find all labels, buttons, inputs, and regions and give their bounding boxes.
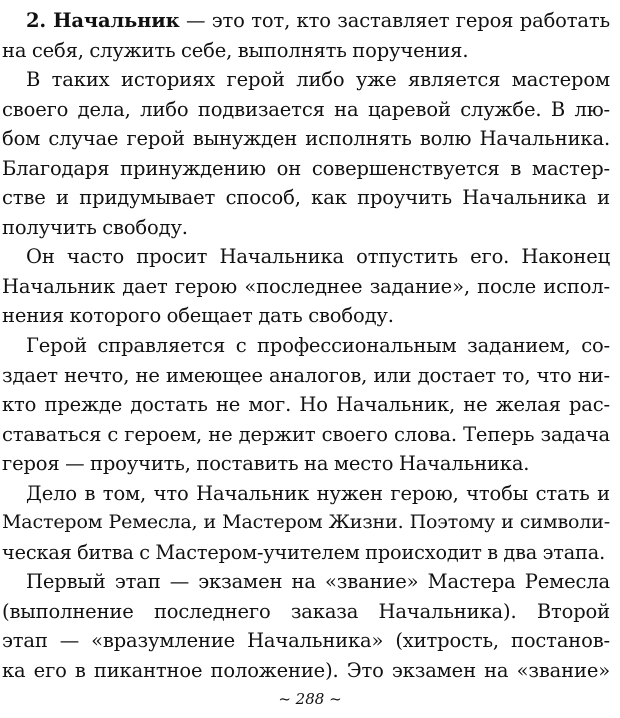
paragraph	[2, 479, 610, 568]
text-line: ческая битва с Мастером-учителем происходит в два этапа.	[2, 540, 606, 564]
text-line: Благодаря принуждению он совершенствуется в мастер-	[2, 156, 610, 180]
section-heading: 2. Начальник	[26, 9, 180, 32]
paragraph	[2, 6, 610, 65]
text-line: Дело в том, что Начальник нужен герою, чтобы стать и	[26, 481, 610, 505]
text-line: Начальник дает герою «последнее задание», после испол-	[2, 274, 610, 298]
paragraph	[2, 242, 610, 331]
text-line: Первый этап — экзамен на «звание» Мастера Ремесла	[26, 570, 610, 594]
text-line: на себя, служить себе, выполнять поручения.	[2, 38, 469, 62]
text-line: (выполнение последнего заказа Начальника). Второй	[2, 599, 610, 623]
text-line: 2. Начальник — это тот, кто заставляет героя работать	[26, 9, 610, 32]
text-line: получить свободу.	[2, 215, 188, 239]
page-number: ~ 288 ~	[278, 690, 342, 708]
paragraph	[2, 567, 610, 685]
text-line: стве и придумывает способ, как проучить Начальника и	[2, 186, 610, 210]
paragraph	[2, 65, 610, 242]
text-line: Он часто просит Начальника отпустить его. Наконец	[26, 245, 610, 269]
paragraph	[2, 331, 610, 479]
text-line: героя — проучить, поставить на место Начальника.	[2, 452, 530, 476]
text-line: этап — «вразумление Начальника» (хитрость, постанов-	[2, 629, 610, 653]
text-line: здает нечто, не имеющее аналогов, или достает то, что ни-	[2, 363, 610, 387]
text-line: Мастером Ремесла, и Мастером Жизни. Поэтому и символи-	[2, 511, 610, 534]
text-line: Герой справляется с профессиональным заданием, со-	[26, 334, 610, 358]
text-line: кто прежде достать не мог. Но Начальник, не желая рас-	[2, 393, 610, 417]
body-text	[2, 6, 610, 686]
text-line: бом случае герой вынужден исполнять волю Начальника.	[2, 127, 610, 151]
text-line: ставаться с героем, не держит своего слова. Теперь задача	[2, 422, 610, 446]
text-line: ка его в пикантное положение). Это экзамен на «звание»	[2, 659, 610, 683]
text-line: своего дела, либо подвизается на царевой службе. В лю-	[2, 97, 610, 121]
text-line: нения которого обещает дать свободу.	[2, 304, 394, 328]
text-line: В таких историях герой либо уже является мастером	[26, 68, 610, 92]
